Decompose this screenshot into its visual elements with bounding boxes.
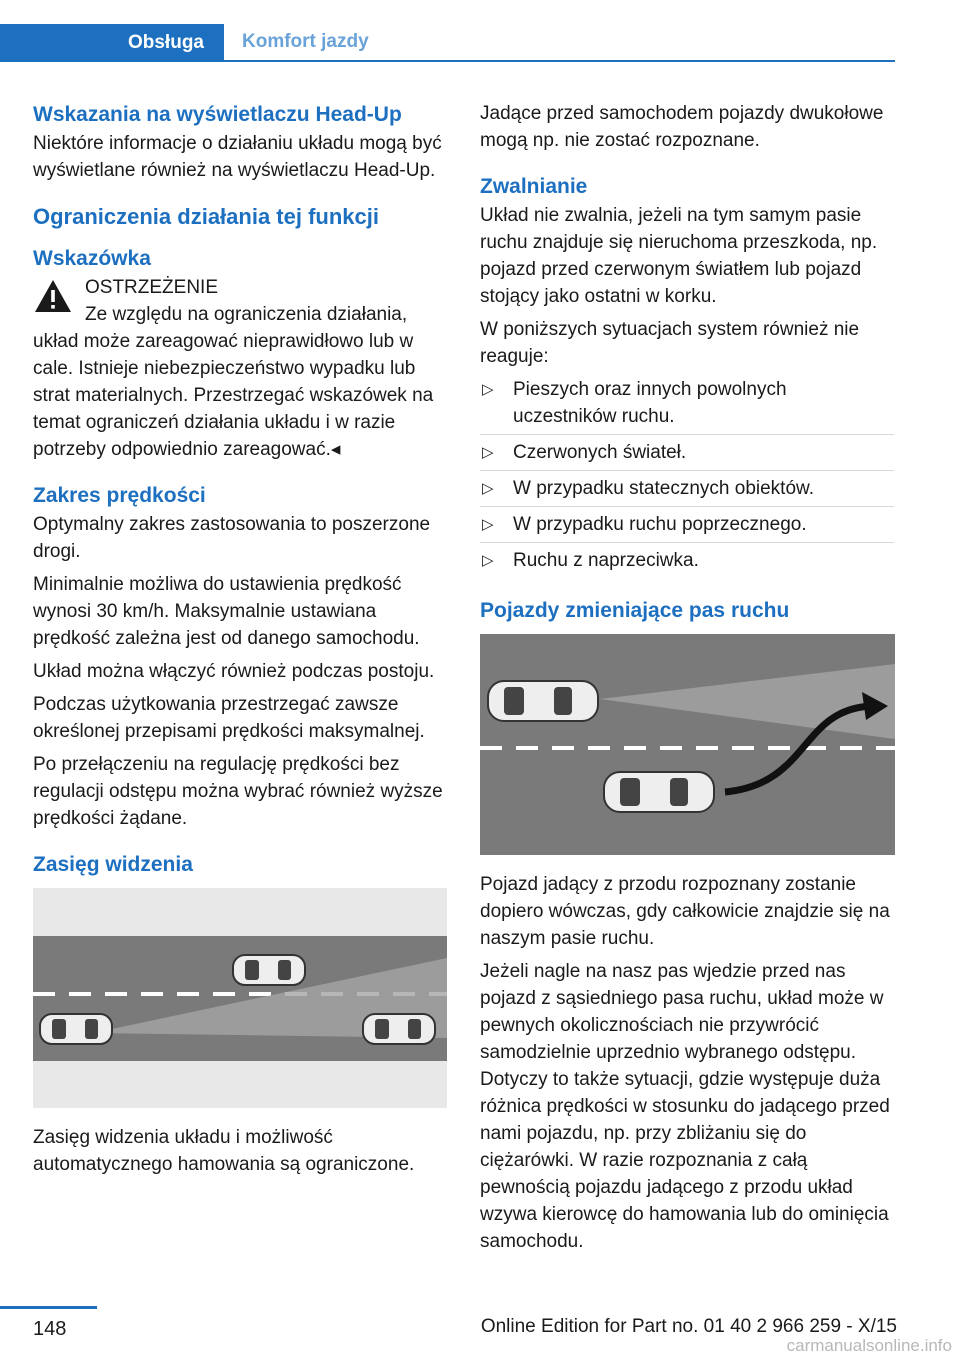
- list-item: ▷ Ruchu z naprzeciwka.: [480, 547, 894, 578]
- paragraph-speed-2: Minimalnie możliwa do ustawienia prędkość wynosi 30 km/h. Maksymalnie ustawiana prędkość zależna jest od danego samochodu.: [33, 574, 420, 649]
- warning-first-line: Ze względu na ograniczenia działania,: [85, 304, 408, 325]
- bullet-triangle-icon: ▷: [482, 516, 494, 533]
- paragraph-speed-5: Po przełączeniu na regulację prędkości bez regulacji odstępu można wybrać również wyższe prędkości żądane.: [33, 754, 443, 829]
- warning-text: układ może zareagować nieprawidłowo lub w cale. Istnieje niebezpieczeństwo wypadku lub strat materialnych. Przestrzegać wskazówek na temat ograniczeń działania układu i w razie potrzeby odpowiednio zareagować.◂: [33, 331, 434, 460]
- page-number: 148: [33, 1318, 67, 1340]
- list-item: ▷ W przypadku statecznych obiektów.: [480, 475, 894, 507]
- heading-braking: Zwalnianie: [480, 175, 588, 198]
- bullet-triangle-icon: ▷: [482, 381, 494, 398]
- warning-label: OSTRZEŻENIE: [85, 277, 219, 298]
- paragraph-braking-2: W poniższych sytuacjach system również nie reaguje:: [480, 319, 860, 367]
- footer-accent-line: [0, 1306, 97, 1309]
- paragraph-lane-1: Pojazd jadący z przodu rozpoznany zostanie dopiero wówczas, gdy całkowicie znajdzie się na naszym pasie ruchu.: [480, 874, 890, 949]
- car-own: [40, 1014, 112, 1044]
- list-item: ▷ Czerwonych świateł.: [480, 439, 894, 471]
- bullet-triangle-icon: ▷: [482, 552, 494, 569]
- paragraph-lane-2: Jeżeli nagle na nasz pas wjedzie przed nas pojazd z sąsiedniego pasa ruchu, układ może w pewnych okolicznościach nie przywrócić samodzielnie uprzednio wybranego odstępu. Dotyczy to także sytuacji, gdzie występuje duża różnica prędkości w stosunku do jadącego przed nami pojazdu, np. przy zbliżaniu się do ciężarówki. W razie rozpoznania z całą pewnością pojazdu jadącego z przodu układ wzywa kierowcę do hamowania lub do ominięcia samochodu.: [480, 961, 890, 1252]
- paragraph-head-up: Niektóre informacje o działaniu układu mogą być wyświetlane również na wyświetlaczu Head-Up.: [33, 133, 442, 181]
- warning-block: [33, 274, 447, 463]
- car-ahead-far: [363, 1014, 435, 1044]
- heading-limits: Ograniczenia działania tej funkcji: [33, 204, 379, 229]
- paragraph-two-wheel: Jadące przed samochodem pojazdy dwukołowe mogą np. nie zostać rozpoznane.: [480, 103, 884, 151]
- paragraph-speed-4: Podczas użytkowania przestrzegać zawsze określonej przepisami prędkości maksymalnej.: [33, 694, 425, 742]
- tab-obsluga-label: Obsługa: [127, 32, 204, 53]
- heading-range: Zasięg widzenia: [33, 853, 193, 876]
- list-item: ▷ W przypadku ruchu poprzecznego.: [480, 511, 894, 543]
- bullet-triangle-icon: ▷: [482, 444, 494, 461]
- car-own: [604, 772, 714, 812]
- edition-text: Online Edition for Part no. 01 40 2 966 259 - X/15: [480, 1316, 897, 1337]
- tab-komfort-jazdy-label: Komfort jazdy: [242, 31, 369, 52]
- left-column: [33, 100, 447, 1184]
- lane-change-illustration: [480, 634, 895, 855]
- situations-list: [480, 376, 894, 578]
- heading-speed: Zakres prędkości: [33, 484, 206, 507]
- list-item: ▷ Pieszych oraz innych powolnych uczestników ruchu.: [480, 376, 894, 435]
- tab-obsluga[interactable]: [0, 24, 224, 62]
- caption-range: Zasięg widzenia układu i możliwość automatycznego hamowania są ograniczone.: [33, 1127, 415, 1175]
- heading-head-up: Wskazania na wyświetlaczu Head-Up: [33, 103, 402, 126]
- paragraph-speed-1: Optymalny zakres zastosowania to poszerzone drogi.: [33, 514, 431, 562]
- car-ahead-upper: [233, 955, 305, 985]
- paragraph-braking-1: Układ nie zwalnia, jeżeli na tym samym pasie ruchu znajduje się nieruchoma przeszkoda, np. pojazd przed czerwonym światłem lub pojazd stojący jako ostatni w korku.: [480, 205, 878, 307]
- paragraph-speed-3: Układ można włączyć również podczas postoju.: [33, 661, 435, 682]
- tab-komfort-jazdy[interactable]: [224, 24, 895, 62]
- heading-lane-change: Pojazdy zmieniające pas ruchu: [480, 599, 790, 622]
- heading-note: Wskazówka: [33, 247, 151, 270]
- watermark: carmanualsonline.info: [786, 1336, 952, 1355]
- bullet-triangle-icon: ▷: [482, 480, 494, 497]
- car-merging: [488, 681, 598, 721]
- right-column: [480, 100, 894, 1261]
- warning-triangle-icon: [33, 278, 73, 314]
- range-illustration: [33, 888, 447, 1108]
